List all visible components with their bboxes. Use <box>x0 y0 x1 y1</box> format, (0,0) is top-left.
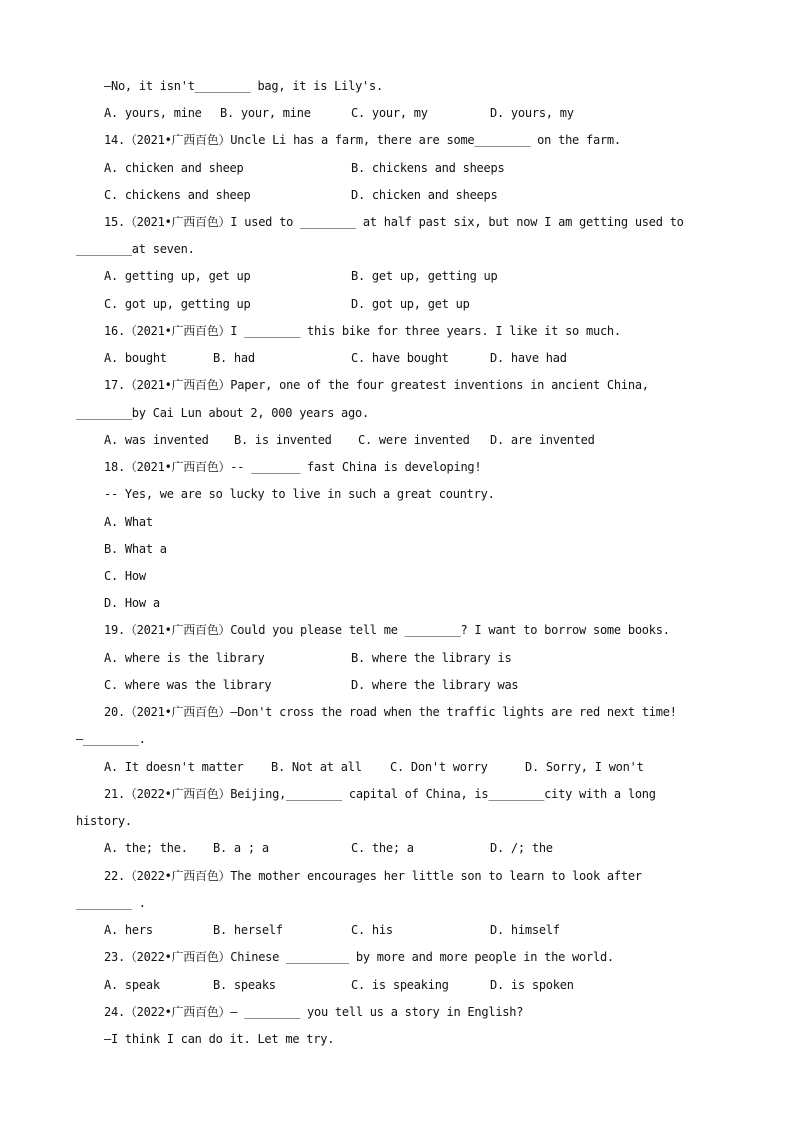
question-15-continuation: ________at seven. <box>76 242 195 256</box>
question-21-continuation: history. <box>76 814 132 828</box>
question-18: 18.（2021•广西百色）-- _______ fast China is developing! <box>104 460 482 474</box>
q21-option-d: D. /; the <box>490 841 553 855</box>
q18-option-c: C. How <box>104 569 146 583</box>
q14-option-a: A. chicken and sheep <box>104 161 244 175</box>
q13-option-a: A. yours, mine <box>104 106 202 120</box>
q23-option-c: C. is speaking <box>351 978 449 992</box>
q18-option-a: A. What <box>104 515 153 529</box>
question-20: 20.（2021•广西百色）—Don't cross the road when the traffic lights are red next time! <box>104 705 677 719</box>
q17-option-b: B. is invented <box>234 433 332 447</box>
question-22: 22.（2022•广西百色）The mother encourages her little son to learn to look after <box>104 869 642 883</box>
q22-option-a: A. hers <box>104 923 153 937</box>
q21-option-c: C. the; a <box>351 841 414 855</box>
question-19: 19.（2021•广西百色）Could you please tell me ________? I want to borrow some books. <box>104 623 670 637</box>
q17-option-d: D. are invented <box>490 433 595 447</box>
question-24: 24.（2022•广西百色）— ________ you tell us a story in English? <box>104 1005 524 1019</box>
question-17: 17.（2021•广西百色）Paper, one of the four greatest inventions in ancient China, <box>104 378 649 392</box>
question-18-response: -- Yes, we are so lucky to live in such a great country. <box>104 487 495 501</box>
q17-option-c: C. were invented <box>358 433 470 447</box>
q13-option-d: D. yours, my <box>490 106 574 120</box>
q15-option-c: C. got up, getting up <box>104 297 251 311</box>
q15-option-d: D. got up, get up <box>351 297 470 311</box>
question-15: 15.（2021•广西百色）I used to ________ at half past six, but now I am getting used to <box>104 215 684 229</box>
q22-option-c: C. his <box>351 923 393 937</box>
q13-option-c: C. your, my <box>351 106 428 120</box>
question-24-response: —I think I can do it. Let me try. <box>104 1032 335 1046</box>
q23-option-d: D. is spoken <box>490 978 574 992</box>
question-13-continuation: —No, it isn't________ bag, it is Lily's. <box>104 79 383 93</box>
q16-option-d: D. have had <box>490 351 567 365</box>
q13-option-b: B. your, mine <box>220 106 311 120</box>
q16-option-a: A. bought <box>104 351 167 365</box>
q23-option-a: A. speak <box>104 978 160 992</box>
question-17-continuation: ________by Cai Lun about 2, 000 years ago. <box>76 406 369 420</box>
q18-option-b: B. What a <box>104 542 167 556</box>
q17-option-a: A. was invented <box>104 433 209 447</box>
q19-option-c: C. where was the library <box>104 678 272 692</box>
q19-option-d: D. where the library was <box>351 678 519 692</box>
question-20-response: —________. <box>76 732 146 746</box>
q19-option-b: B. where the library is <box>351 651 512 665</box>
question-16: 16.（2021•广西百色）I ________ this bike for three years. I like it so much. <box>104 324 621 338</box>
q16-option-b: B. had <box>213 351 255 365</box>
q21-option-b: B. a ; a <box>213 841 269 855</box>
q20-option-b: B. Not at all <box>271 760 362 774</box>
q14-option-d: D. chicken and sheeps <box>351 188 498 202</box>
q14-option-b: B. chickens and sheeps <box>351 161 505 175</box>
q18-option-d: D. How a <box>104 596 160 610</box>
q20-option-d: D. Sorry, I won't <box>525 760 644 774</box>
q20-option-c: C. Don't worry <box>390 760 488 774</box>
q14-option-c: C. chickens and sheep <box>104 188 251 202</box>
q15-option-b: B. get up, getting up <box>351 269 498 283</box>
q15-option-a: A. getting up, get up <box>104 269 251 283</box>
question-14: 14.（2021•广西百色）Uncle Li has a farm, there are some________ on the farm. <box>104 133 621 147</box>
q21-option-a: A. the; the. <box>104 841 188 855</box>
question-23: 23.（2022•广西百色）Chinese _________ by more and more people in the world. <box>104 950 614 964</box>
question-21: 21.（2022•广西百色）Beijing,________ capital of China, is________city with a long <box>104 787 656 801</box>
q20-option-a: A. It doesn't matter <box>104 760 244 774</box>
q16-option-c: C. have bought <box>351 351 449 365</box>
q22-option-b: B. herself <box>213 923 283 937</box>
q19-option-a: A. where is the library <box>104 651 265 665</box>
q23-option-b: B. speaks <box>213 978 276 992</box>
question-22-continuation: ________ . <box>76 896 146 910</box>
q22-option-d: D. himself <box>490 923 560 937</box>
